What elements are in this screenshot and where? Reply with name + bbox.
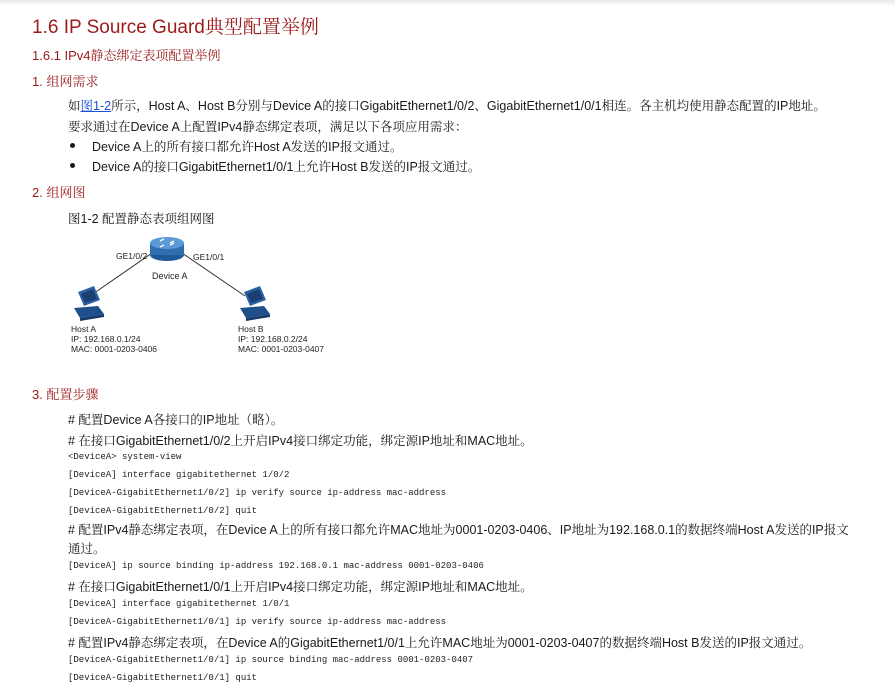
requirement-bullet-2 xyxy=(92,157,480,175)
step-comment-5: # 配置IPv4静态绑定表项，在Device A的GigabitEthernet1/0/1上允许MAC地址为0001-0203-0407的数据终端Host B发送的IP报文通过。 xyxy=(68,636,812,650)
intro-prefix: 如 xyxy=(68,99,81,113)
figure-caption: 图1-2 配置静态表项组网图 xyxy=(68,212,215,226)
bullet-text: Device A的接口GigabitEthernet1/0/1上允许Host B发送的IP报文通过。 xyxy=(92,160,481,174)
diagram-heading: 2. 组网图 xyxy=(32,185,86,200)
steps-heading: 3. 配置步骤 xyxy=(32,387,99,402)
code-line: [DeviceA] ip source binding ip-address 192.168.0.1 mac-address 0001-0203-0406 xyxy=(68,561,484,571)
code-line: [DeviceA-GigabitEthernet1/0/2] ip verify source ip-address mac-address xyxy=(68,488,447,498)
pc-icon xyxy=(240,286,270,321)
top-shadow-bar xyxy=(0,0,895,6)
host-b-mac: MAC: 0001-0203-0407 xyxy=(238,344,325,354)
code-line: [DeviceA] interface gigabitethernet 1/0/2 xyxy=(68,470,290,480)
step-comment-4: # 在接口GigabitEthernet1/0/1上开启IPv4接口绑定功能，绑定源IP地址和MAC地址。 xyxy=(68,580,533,594)
code-line: [DeviceA-GigabitEthernet1/0/1] ip verify source ip-address mac-address xyxy=(68,617,447,627)
bullet-dot xyxy=(70,163,75,168)
router-icon xyxy=(150,237,184,261)
subsection-title: 1.6.1 IPv4静态绑定表项配置举例 xyxy=(32,48,221,63)
section-title: 1.6 IP Source Guard典型配置举例 xyxy=(32,17,319,38)
bullet-text: Device A上的所有接口都允许Host A发送的IP报文通过。 xyxy=(92,140,403,154)
code-line: [DeviceA] interface gigabitethernet 1/0/1 xyxy=(68,599,290,609)
step-comment-1: # 配置Device A各接口的IP地址（略）。 xyxy=(68,413,284,427)
host-a-mac: MAC: 0001-0203-0406 xyxy=(71,344,158,354)
host-a-name: Host A xyxy=(71,324,97,334)
network-diagram xyxy=(60,228,360,358)
requirements-line: 要求通过在Device A上配置IPv4静态绑定表项，满足以下各项应用需求： xyxy=(68,120,468,134)
step-comment-3: # 配置IPv4静态绑定表项，在Device A上的所有接口都允许MAC地址为0001-0203-0406、IP地址为192.168.0.1的数据终端Host A发送的IP报文 xyxy=(68,523,849,537)
intro-suffix: 所示，Host A、Host B分别与Device A的接口GigabitEthernet1/0/2、GigabitEthernet1/0/1相连。各主机均使用静态配置的IP地址。 xyxy=(111,99,826,113)
code-line: [DeviceA-GigabitEthernet1/0/2] quit xyxy=(68,506,258,516)
step-comment-2: # 在接口GigabitEthernet1/0/2上开启IPv4接口绑定功能，绑定源IP地址和MAC地址。 xyxy=(68,434,533,448)
port-right-label: GE1/0/1 xyxy=(193,252,225,262)
requirements-intro xyxy=(68,96,826,114)
host-b-ip: IP: 192.168.0.2/24 xyxy=(238,334,308,344)
host-b-name: Host B xyxy=(238,324,264,334)
port-left-label: GE1/0/2 xyxy=(116,251,148,261)
code-line: <DeviceA> system-view xyxy=(68,452,182,462)
host-a-ip: IP: 192.168.0.1/24 xyxy=(71,334,141,344)
code-line: [DeviceA-GigabitEthernet1/0/1] quit xyxy=(68,673,258,683)
step-comment-3-cont: 通过。 xyxy=(68,542,106,556)
figure-link[interactable]: 图1-2 xyxy=(80,99,112,113)
requirements-heading: 1. 组网需求 xyxy=(32,74,99,89)
bullet-dot xyxy=(70,143,75,148)
device-label: Device A xyxy=(152,271,188,281)
pc-icon xyxy=(74,286,104,321)
requirement-bullet-1 xyxy=(92,137,402,155)
code-line: [DeviceA-GigabitEthernet1/0/1] ip source binding mac-address 0001-0203-0407 xyxy=(68,655,474,665)
